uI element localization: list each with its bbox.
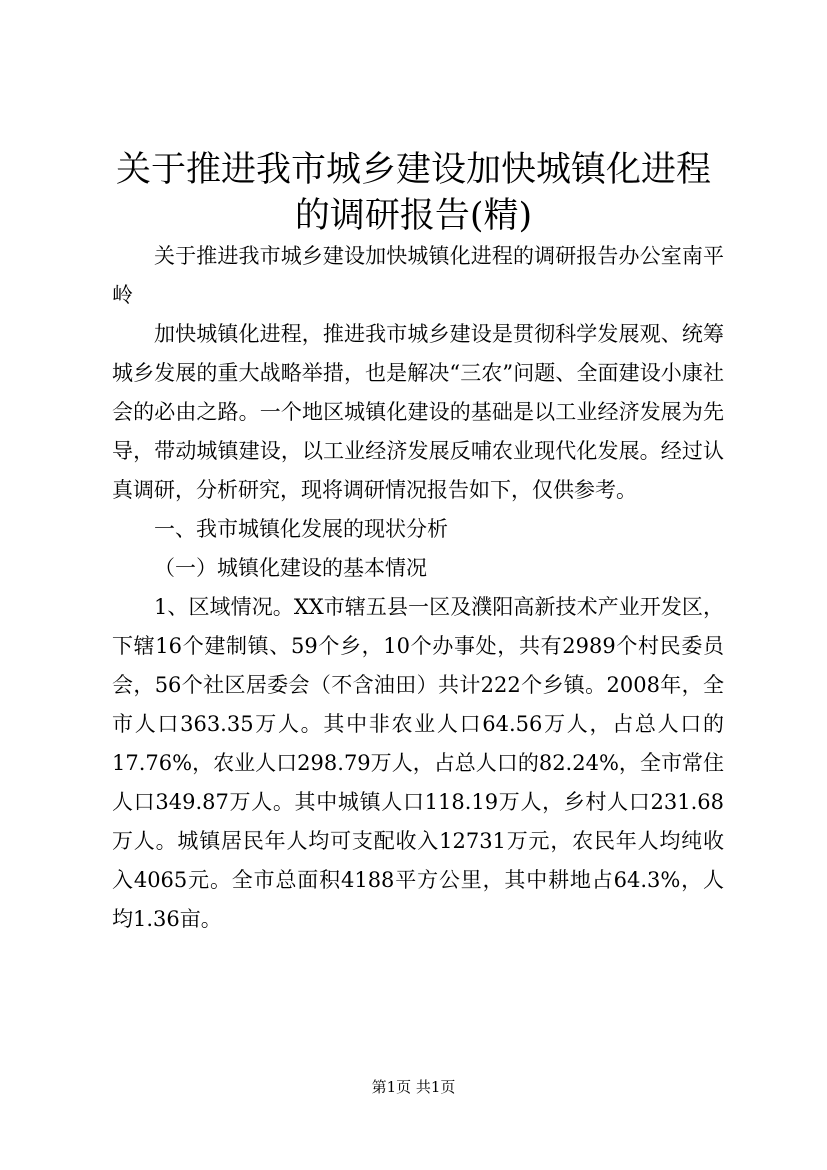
paragraph-subtitle: 关于推进我市城乡建设加快城镇化进程的调研报告办公室南平岭: [112, 244, 724, 307]
paragraph-region-info: 1、区域情况。XX市辖五县一区及濮阳高新技术产业开发区，下辖16个建制镇、59个乡，10个办事处，共有2989个村民委员会，56个社区居委会（不含油田）共计222个乡镇。2008年，全市人口363.35万人。其中非农业人口64.56万人，占总人口的17.76%，农业人口298.79万人，占总人口的82.24%，全市常住人口349.87万人。其中城镇人口118.19万人，乡村人口231.68万人。城镇居民年人均可支配收入12731万元，农民年人均纯收入4065元。全市总面积4188平方公里，其中耕地占64.3%，人均1.36亩。: [112, 595, 724, 931]
section-heading: 一、我市城镇化发展的现状分析: [154, 517, 448, 541]
document-body: [112, 237, 724, 939]
page-footer: 第1页 共1页: [371, 1078, 456, 1096]
document-title: 关于推进我市城乡建设加快城镇化进程的调研报告(精): [115, 150, 711, 236]
paragraph-intro: 加快城镇化进程，推进我市城乡建设是贯彻科学发展观、统筹城乡发展的重大战略举措，也是解决“三农”问题、全面建设小康社会的必由之路。一个地区城镇化建设的基础是以工业经济发展为先导，带动城镇建设，以工业经济发展反哺农业现代化发展。经过认真调研，分析研究，现将调研情况报告如下，仅供参考。: [112, 322, 724, 502]
subsection-heading: （一）城镇化建设的基本情况: [154, 556, 427, 580]
